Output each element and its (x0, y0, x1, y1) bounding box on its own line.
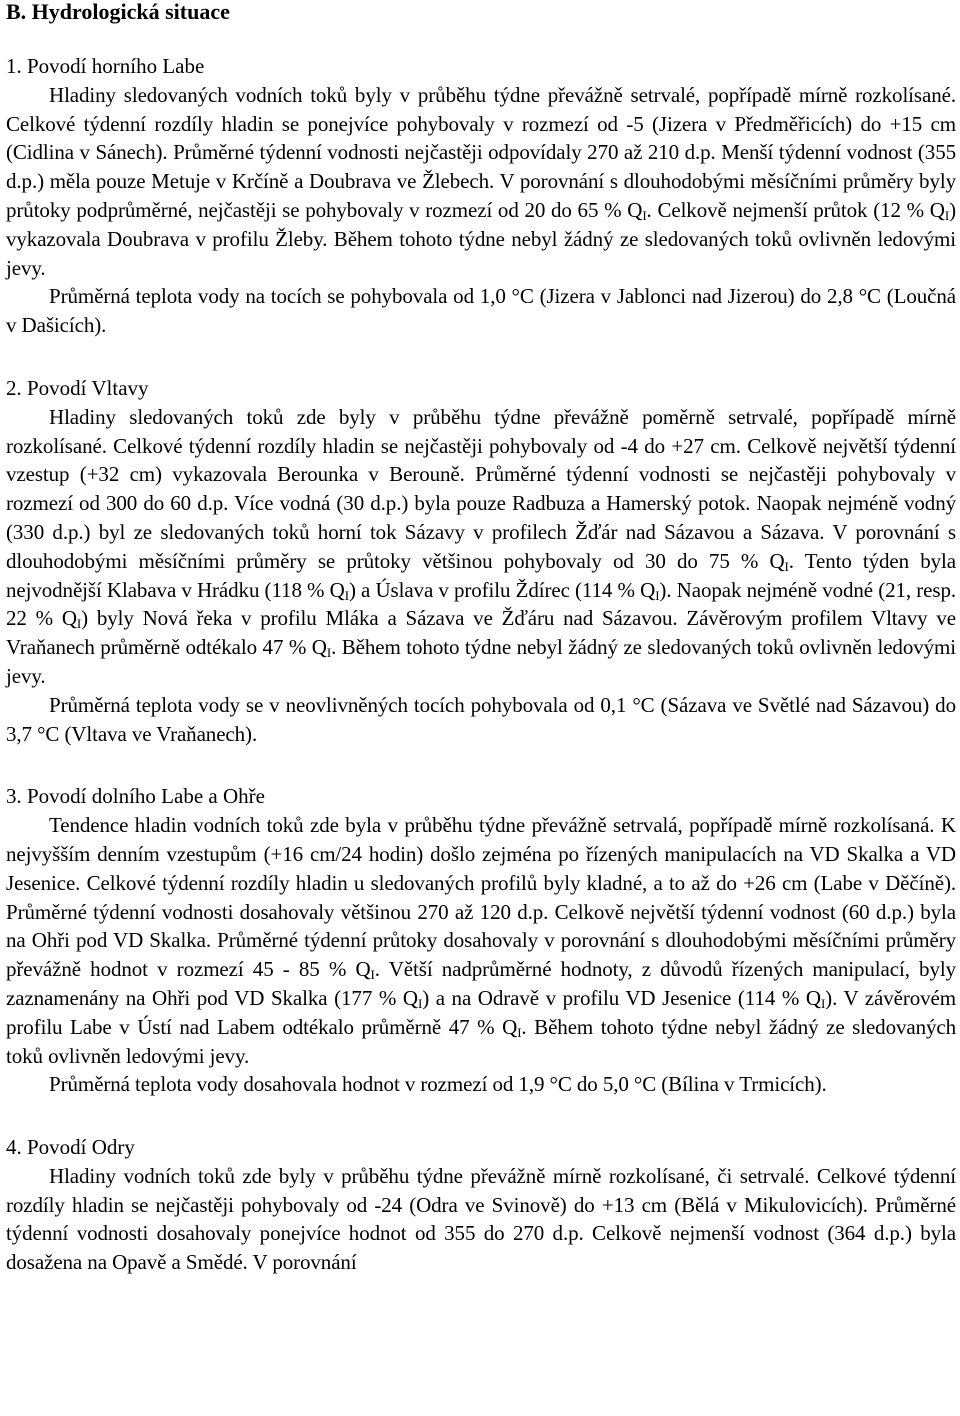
subscript: I (344, 587, 349, 603)
text-run: ) a Úslava v profilu Ždírec (114 % Q (348, 577, 656, 602)
subscript: I (517, 1024, 522, 1040)
text-run: . Tento týden byla nejvodnější Klabava v Hrádku (118 % Q (6, 548, 956, 602)
section-title: 1. Povodí horního Labe (6, 54, 205, 78)
subscript: I (326, 645, 332, 661)
section-title: 3. Povodí dolního Labe a Ohře (6, 784, 265, 809)
text-run: . Během tohoto týdne nebyl žádný ze sledovaných toků ovlivněn ledovými jevy. (6, 635, 956, 688)
text-run: Hladiny sledovaných toků zde byly v průběhu týdne převážně poměrně setrvalé, popřípadě mírně rozkolísané. Celkové týdenní rozdíly hladin se nejčastěji pohybovaly od -4 do +27 cm. Celkově největší týdenní vzestup (+32 cm) vykazovala Berounka v Berouně. Průměrné týdenní vodnosti se nejčastěji pohybovaly v rozmezí od 300 do 60 d.p. Více vodná (30 d.p.) byla pouze Radbuza a Hamerský potok. Naopak nejméně vodný (330 d.p.) byl ze sledovaných toků horní tok Sázavy v profilech Žďár nad Sázavou a Sázava. V porovnání s dlouhodobými měsíčními průměry se průtoky většinou pohybovaly od 30 do 75 % Q (6, 404, 956, 573)
paragraph (6, 282, 956, 340)
text-run: ) vykazovala Doubrava v profilu Žleby. Během tohoto týdne nebyl žádný ze sledovaných toků ovlivněn ledovými jevy. (6, 197, 956, 280)
paragraph (6, 403, 956, 691)
text-run: Hladiny sledovaných vodních toků byly v průběhu týdne převážně setrvalé, popřípadě mírně rozkolísané. Celkové týdenní rozdíly hladin se ponejvíce pohybovaly v rozmezí od -5 (Jizera v Předměřicích) do +15 cm (Cidlina v Sánech). Průměrné týdenní vodnosti nejčastěji odpovídaly 270 až 210 d.p. Menší týdenní vodnost (355 d.p.) měla pouze Metuje v Krčíně a Doubrava ve Žlebech. V porovnání s dlouhodobými měsíčními průměry byly průtoky podprůměrné, nejčastěji se pohybovaly v rozmezí od 20 do 65 % Q (6, 82, 956, 222)
section-title: 2. Povodí Vltavy (6, 375, 149, 400)
section-title: 4. Povodí Odry (6, 1135, 135, 1160)
text-run: ) a na Odravě v profilu VD Jesenice (114 % Q (422, 985, 821, 1010)
text-run: Průměrná teplota vody dosahovala hodnot v rozmezí od 1,9 °C do 5,0 °C (Bílina v Trmicích). (49, 1072, 827, 1097)
text-run: ). V závěrovém profilu Labe v Ústí nad Labem odtékalo průměrně 47 % Q (6, 985, 956, 1039)
paragraph (6, 1162, 956, 1277)
document-heading: B. Hydrologická situace (6, 0, 230, 24)
paragraph (6, 81, 956, 283)
text-run: Průměrná teplota vody na tocích se pohybovala od 1,0 °C (Jizera v Jablonci nad Jizerou) do 2,8 °C (Loučná v Dašicích). (6, 284, 956, 338)
subscript: I (370, 967, 375, 983)
paragraph (6, 811, 956, 1070)
text-run: . Celkově nejmenší průtok (12 % Q (646, 197, 945, 222)
text-run: ). Naopak nejméně vodné (21, resp. 22 % Q (6, 577, 956, 631)
section (6, 782, 956, 1099)
document-page (6, 0, 956, 1277)
subscript: I (784, 558, 789, 574)
sections-container (6, 52, 956, 1277)
section (6, 1133, 956, 1277)
subscript: I (417, 995, 423, 1011)
text-run: Hladiny vodních toků zde byly v průběhu týdne převážně mírně rozkolísané, či setrvalé. Celkové týdenní rozdíly hladin se nejčastěji pohybovaly od -24 (Odra ve Svinově) do +13 cm (Bělá v Mikulovicích). Průměrné týdenní vodnosti dosahovaly ponejvíce hodnot od 355 do 270 d.p. Celkově nejmenší vodnost (364 d.p.) byla dosažena na Opavě a Smědé. V porovnání (6, 1163, 956, 1275)
paragraph (6, 1070, 956, 1099)
text-run: Průměrná teplota vody se v neovlivněných tocích pohybovala od 0,1 °C (Sázava ve Světlé nad Sázavou) do 3,7 °C (Vltava ve Vraňanech). (6, 692, 956, 746)
text-run: . Větší nadprůměrné hodnoty, z důvodů řízených manipulací, byly zaznamenány na Ohři pod VD Skalka (177 % Q (6, 957, 956, 1010)
subscript: I (642, 207, 647, 223)
section (6, 52, 956, 340)
text-run: Tendence hladin vodních toků zde byla v průběhu týdne převážně setrvalá, popřípadě mírně rozkolísaná. K nejvyšším denním vzestupům (+16 cm/24 hodin) došlo zejména po řízených manipulacích na VD Skalka a VD Jesenice. Celkové týdenní rozdíly hladin u sledovaných profilů byly kladné, a to až do +26 cm (Labe v Děčíně). Průměrné týdenní vodnosti dosahovaly většinou 270 až 120 d.p. Celkově největší týdenní vodnost (60 d.p.) byla na Ohři pod VD Skalka. Průměrné týdenní průtoky dosahovaly v porovnání s dlouhodobými měsíčními průměry převážně hodnot v rozmezí 45 - 85 % Q (6, 813, 956, 982)
text-run: ) byly Nová řeka v profilu Mláka a Sázava ve Žďáru nad Sázavou. Závěrovým profilem Vltavy ve Vraňanech průměrně odtékalo 47 % Q (6, 606, 956, 660)
subscript: I (655, 587, 660, 603)
paragraph (6, 691, 956, 749)
subscript: I (820, 995, 826, 1011)
text-run: . Během tohoto týdne nebyl žádný ze sledovaných toků ovlivněn ledovými jevy. (6, 1014, 957, 1068)
subscript: I (76, 616, 82, 632)
section (6, 374, 956, 748)
subscript: I (944, 207, 950, 223)
